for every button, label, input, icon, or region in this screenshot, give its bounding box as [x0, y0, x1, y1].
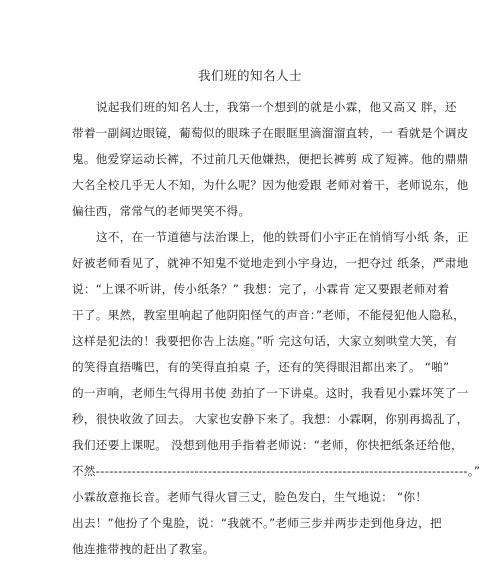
document-title: 我们班的知名人士	[197, 68, 302, 83]
text-line: 大名全校几乎无人不知，为什么呢？因为他爱跟 老师对着干，老师说东，他	[72, 178, 469, 192]
text-line: 出去！”他扮了个鬼脸，说：“我就不。”老师三步并两步走到他身边，把	[72, 516, 442, 530]
text-line: 这样是犯法的！我要把你告上法庭。”听 完这句话，大家立刻哄堂大笑，有	[72, 334, 458, 348]
text-line: 他连推带拽的赶出了教室。	[72, 542, 215, 556]
document-body	[72, 94, 481, 562]
text-line: 鬼。他爱穿运动长裤，不过前几天他嫌热，便把长裤剪 成了短裤。他的鼎鼎	[72, 152, 469, 166]
text-line: 说起我们班的知名人士，我第一个想到的就是小霖，他又高又 胖，还	[96, 100, 457, 114]
text-line: 偏往西，常常气的老师哭笑不得。	[72, 204, 251, 218]
text-line: 干了。果然，教室里响起了他阴阳怪气的声音：”老师，不能侵犯他人隐私，	[72, 308, 466, 322]
text-line: 说：“上课不听讲，传小纸条？” 我想：完了，小霖肯 定又要跟老师对着	[72, 282, 450, 296]
text-line: 我们还要上课呢。 没想到他用手指着老师说：“老师，你快把纸条还给他，	[72, 438, 463, 452]
text-line: 秒，很快收敛了回去。 大家也安静下来了。我想：小霖啊，你别再捣乱了，	[72, 412, 469, 426]
text-line: 小霖故意拖长音。老师气得火冒三丈，脸色发白，生气地说： “你！	[72, 490, 428, 504]
text-line: 的一声响，老师生气得用书使 劲拍了一下讲桌。这时，我看见小霖坏笑了一	[72, 386, 469, 400]
text-line: 好被老师看见了，就神不知鬼不觉地走到小宇身边，一把夺过 纸条，严肃地	[72, 256, 469, 270]
text-line: 不然-----------------------------------------------------------------------------------。”	[72, 464, 481, 478]
text-line: 这不，在一节道德与法治课上，他的铁哥们小宇正在悄悄写小纸 条，正	[96, 230, 469, 244]
text-line: 的笑得直捂嘴巴，有的笑得直拍桌 子，还有的笑得眼泪都出来了。 “啪”	[72, 360, 450, 374]
text-line: 带着一副阔边眼镜，葡萄似的眼珠子在眼眶里滴溜溜直转，一 看就是个调皮	[72, 126, 469, 140]
